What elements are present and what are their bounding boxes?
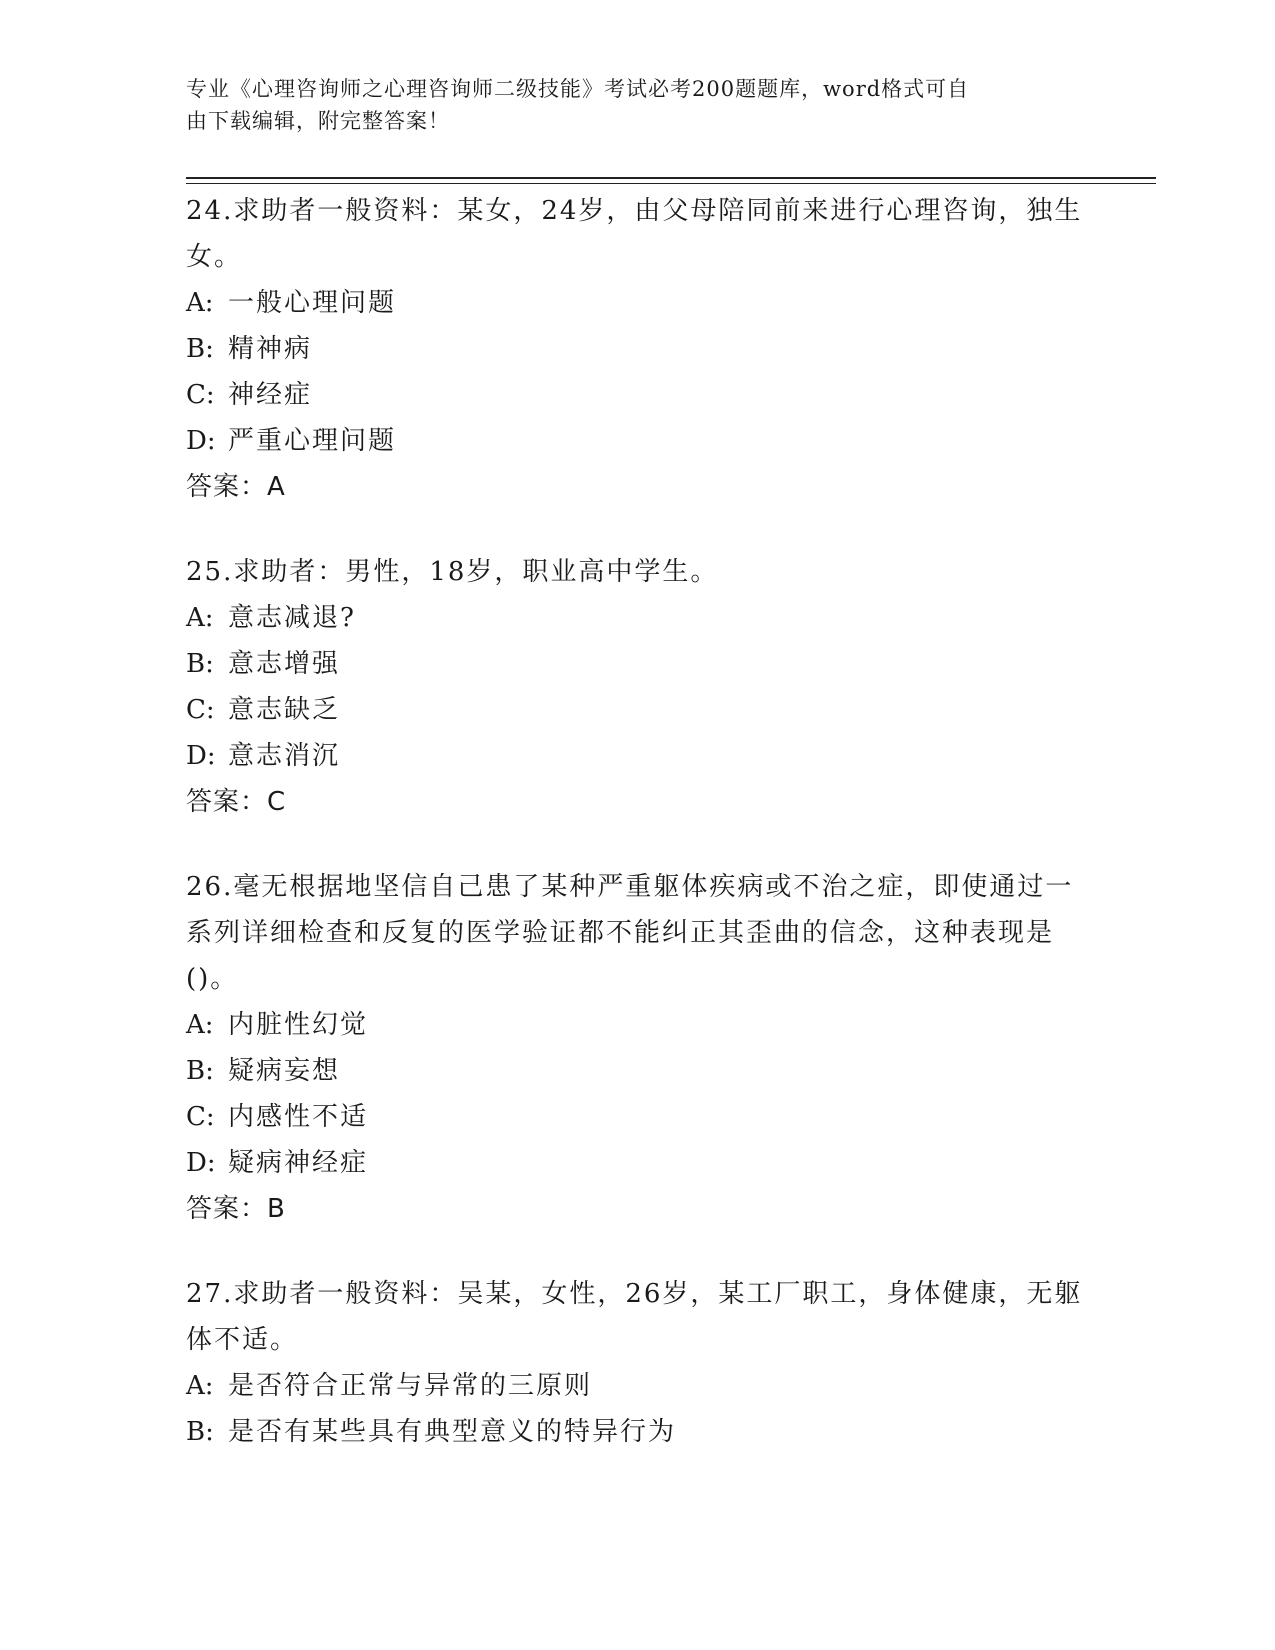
option-text: 内感性不适 <box>228 1102 369 1132</box>
header-line-1: 专业《心理咨询师之心理咨询师二级技能》考试必考200题题库，word格式可自 <box>186 77 970 101</box>
option-letter: B: <box>186 1056 214 1086</box>
option-b <box>186 641 1086 687</box>
option-text: 神经症 <box>228 380 313 410</box>
question-stem: 24.求助者一般资料：某女，24岁，由父母陪同前来进行心理咨询，独生女。 <box>186 196 1083 272</box>
option-b <box>186 1048 1086 1094</box>
option-text: 意志减退? <box>228 603 356 633</box>
option-a <box>186 1002 1086 1048</box>
option-letter: B: <box>186 649 214 679</box>
option-text: 严重心理问题 <box>228 426 397 456</box>
header-divider-thin <box>186 183 1156 184</box>
option-c <box>186 1094 1086 1140</box>
option-letter: D: <box>186 741 216 771</box>
question-26 <box>186 864 1086 1232</box>
option-text: 一般心理问题 <box>228 288 397 318</box>
option-letter: B: <box>186 334 214 364</box>
option-letter: A: <box>186 1371 214 1401</box>
question-list <box>186 188 1086 1494</box>
option-text: 意志增强 <box>228 649 341 679</box>
option-letter: A: <box>186 1010 214 1040</box>
question-stem: 27.求助者一般资料：吴某，女性，26岁，某工厂职工，身体健康，无躯体不适。 <box>186 1279 1083 1355</box>
option-b <box>186 1409 1086 1455</box>
option-text: 内脏性幻觉 <box>228 1010 369 1040</box>
option-text: 是否有某些具有典型意义的特异行为 <box>228 1417 677 1447</box>
answer-label: 答案：C <box>186 787 287 817</box>
option-letter: C: <box>186 1102 215 1132</box>
option-a <box>186 1363 1086 1409</box>
answer-label: 答案：B <box>186 1194 286 1224</box>
option-text: 意志缺乏 <box>228 695 341 725</box>
option-text: 疑病神经症 <box>228 1148 369 1178</box>
option-a <box>186 595 1086 641</box>
option-b <box>186 326 1086 372</box>
option-d <box>186 733 1086 779</box>
option-text: 意志消沉 <box>228 741 341 771</box>
option-d <box>186 418 1086 464</box>
option-letter: B: <box>186 1417 214 1447</box>
option-letter: C: <box>186 380 215 410</box>
answer-label: 答案：A <box>186 472 286 502</box>
option-text: 疑病妄想 <box>228 1056 341 1086</box>
option-text: 精神病 <box>228 334 313 364</box>
question-25 <box>186 549 1086 825</box>
question-stem: 26.毫无根据地坚信自己患了某种严重躯体疾病或不治之症，即使通过一系列详细检查和反复的医学验证都不能纠正其歪曲的信念，这种表现是()。 <box>186 872 1074 994</box>
option-c <box>186 687 1086 733</box>
option-letter: A: <box>186 603 214 633</box>
option-a <box>186 280 1086 326</box>
option-letter: A: <box>186 288 214 318</box>
option-letter: D: <box>186 1148 216 1178</box>
option-d <box>186 1140 1086 1186</box>
header-divider-thick <box>186 177 1156 179</box>
option-c <box>186 372 1086 418</box>
option-text: 是否符合正常与异常的三原则 <box>228 1371 593 1401</box>
question-24 <box>186 188 1086 510</box>
question-27 <box>186 1271 1086 1455</box>
question-stem: 25.求助者：男性，18岁，职业高中学生。 <box>186 557 719 587</box>
option-letter: C: <box>186 695 215 725</box>
header-line-2: 由下载编辑，附完整答案！ <box>186 109 450 133</box>
option-letter: D: <box>186 426 216 456</box>
document-header <box>186 73 1066 137</box>
